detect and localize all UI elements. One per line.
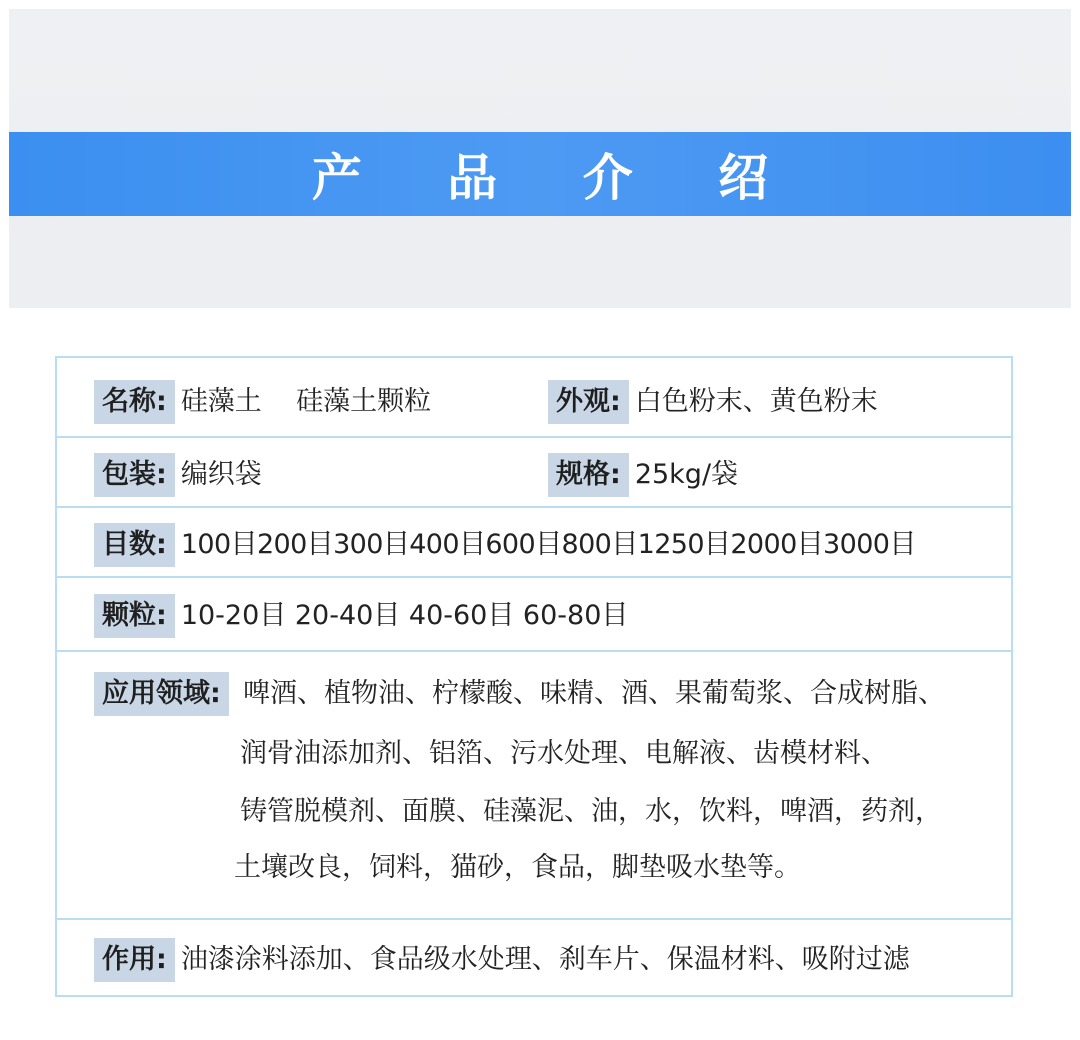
- application-line-4: 土壤改良，饲料，猫砂，食品，脚垫吸水垫等。: [234, 852, 801, 883]
- product-info-table: [55, 356, 1013, 997]
- table-row: [57, 578, 1011, 652]
- packaging-label: 包装:: [94, 453, 175, 497]
- function-value: 油漆涂料添加、食品级水处理、刹车片、保温材料、吸附过滤: [180, 944, 910, 975]
- application-line-3: 铸管脱模剂、面膜、硅藻泥、油，水，饮料，啤酒，药剂，: [240, 796, 942, 827]
- application-line-2: 润骨油添加剂、铝箔、污水处理、电解液、齿模材料、: [240, 738, 888, 769]
- table-row: [57, 438, 1011, 508]
- granule-value: 10-20目 20-40目 40-60目 60-80目: [180, 600, 629, 631]
- table-row: [57, 358, 1011, 438]
- application-label: 应用领域:: [94, 672, 229, 716]
- table-row: [57, 652, 1011, 920]
- banner-title: 产 品 介 绍: [311, 149, 803, 207]
- table-row: [57, 920, 1011, 995]
- function-field: [94, 938, 910, 982]
- application-line-1: 啤酒、植物油、柠檬酸、味精、酒、果葡萄浆、合成树脂、: [243, 678, 945, 709]
- spec-field: [548, 453, 738, 497]
- name-field: [94, 380, 431, 424]
- table-row: [57, 508, 1011, 578]
- appearance-label: 外观:: [548, 380, 629, 424]
- granule-label: 颗粒:: [94, 594, 175, 638]
- packaging-field: [94, 453, 262, 497]
- title-bar: [9, 132, 1071, 216]
- appearance-value: 白色粉末、黄色粉末: [634, 386, 878, 417]
- mesh-value: 100目200目300目400目600目800目1250目2000目3000目: [180, 529, 916, 560]
- granule-field: [94, 594, 628, 638]
- mesh-label: 目数:: [94, 523, 175, 567]
- function-label: 作用:: [94, 938, 175, 982]
- appearance-field: [548, 380, 878, 424]
- packaging-value: 编织袋: [180, 459, 262, 490]
- header-banner: [9, 9, 1071, 308]
- application-label-cell: [94, 672, 229, 716]
- mesh-field: [94, 523, 916, 567]
- spec-label: 规格:: [548, 453, 629, 497]
- name-value: 硅藻土 硅藻土颗粒: [180, 386, 432, 417]
- name-label: 名称:: [94, 380, 175, 424]
- spec-value: 25kg/袋: [634, 459, 739, 490]
